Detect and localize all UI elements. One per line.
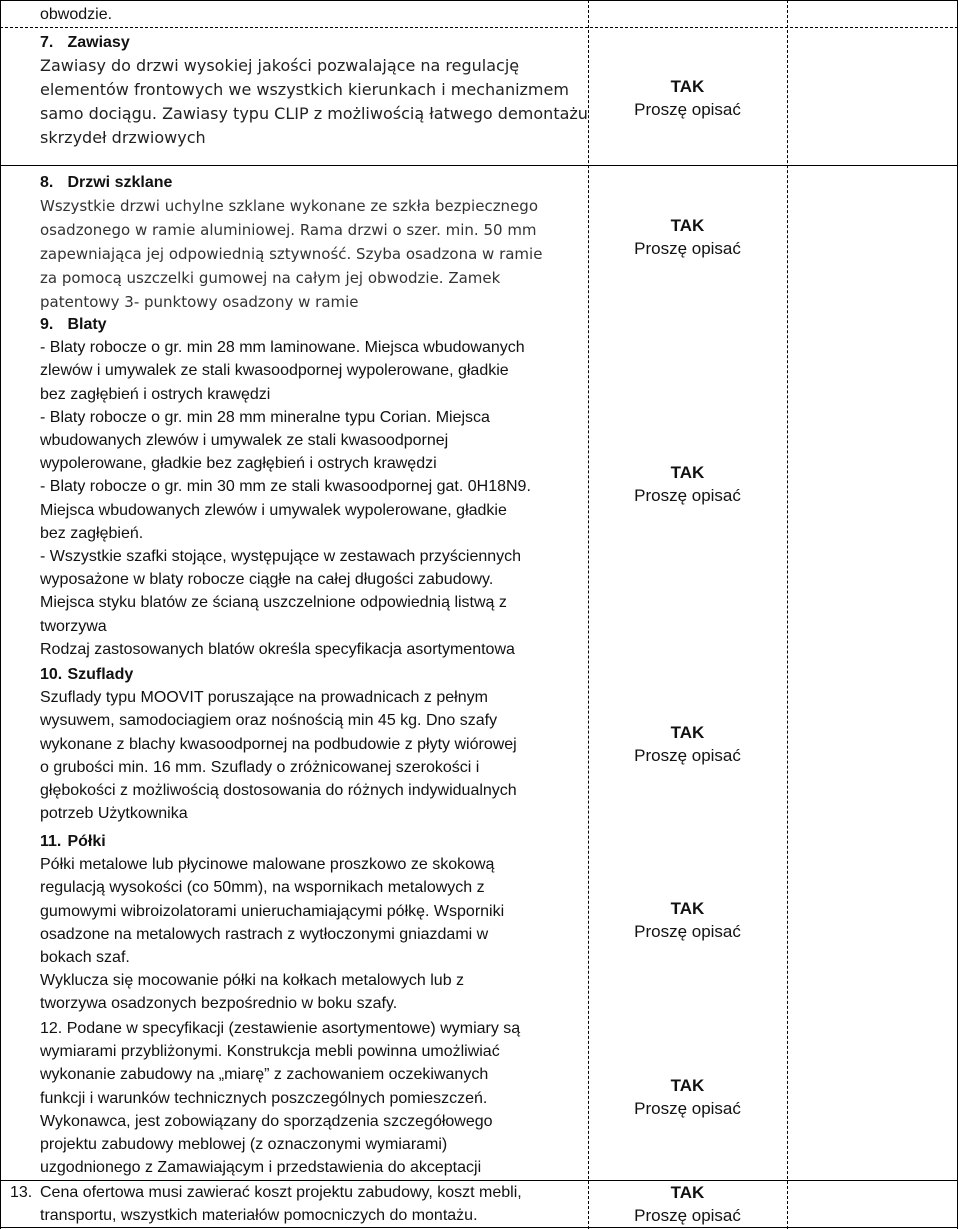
- body-line: osadzonego w ramie aluminiowej. Rama drzwi o szer. min. 50 mm: [40, 221, 537, 240]
- answer-value: TAK: [670, 899, 705, 918]
- table-right-border: [957, 0, 958, 1229]
- body-line: Miejsca styku blatów ze ścianą uszczelnione odpowiednią listwą z: [40, 594, 507, 612]
- body-line: funkcji i warunków technicznych poszczególnych pomieszczeń.: [40, 1089, 488, 1107]
- answer-value: TAK: [670, 216, 705, 235]
- section-number: 10.: [40, 666, 63, 683]
- section-title: Zawiasy: [67, 34, 130, 51]
- body-line: za pomocą uszczelki gumowej na całym jej obwodzie. Zamek: [40, 269, 501, 288]
- body-line: wymiarami przybliżonymi. Konstrukcja mebli powinna umożliwiać: [40, 1043, 500, 1061]
- body-line: o grubości min. 16 mm. Szuflady o zróżnicowanej szerokości i: [40, 758, 480, 776]
- body-line: projektu zabudowy meblowej (z oznaczonymi wymiarami): [40, 1136, 448, 1154]
- body-line: - Blaty robocze o gr. min 30 mm ze stali kwasoodpornej gat. 0H18N9.: [40, 478, 531, 496]
- section-number: 7.: [40, 34, 54, 51]
- section-number: 9.: [40, 316, 54, 333]
- body-line: - Blaty robocze o gr. min 28 mm mineralne typu Corian. Miejsca: [40, 408, 490, 426]
- body-line: wykonanie zabudowy na „miarę” z zachowaniem oczekiwanych: [40, 1066, 489, 1084]
- body-line: bokach szaf.: [40, 949, 130, 967]
- body-line: zlewów i umywalek ze stali kwasoodpornej wypolerowane, gładkie: [40, 362, 509, 380]
- section-9: [40, 313, 588, 661]
- body-line: regulacją wysokości (co 50mm), na wspornikach metalowych z: [40, 879, 485, 897]
- answer-value: TAK: [670, 463, 705, 482]
- body-line: bez zagłębień i ostrych krawędzi: [40, 385, 271, 403]
- section-title: Drzwi szklane: [67, 174, 173, 191]
- section-body: [40, 853, 588, 1015]
- body-line: wysuwem, samodociagiem oraz nośnością min 45 kg. Dno szafy: [40, 712, 498, 730]
- answer-note: Proszę opisać: [634, 746, 741, 765]
- section-number: 11.: [40, 833, 62, 850]
- answer-note: Proszę opisać: [634, 1099, 741, 1118]
- column-divider-2: [787, 0, 788, 1229]
- section-title: Szuflady: [67, 666, 134, 683]
- body-line: Wyklucza się mocowanie półki na kołkach metalowych lub z: [40, 972, 465, 990]
- body-line: tworzywa osadzonych bezpośrednio w boku szafy.: [40, 995, 398, 1013]
- body-line: wypolerowane, gładkie bez zagłębień i ostrych krawędzi: [40, 455, 437, 473]
- answer-note: Proszę opisać: [634, 922, 741, 941]
- answer-value: TAK: [670, 1183, 705, 1202]
- section-7: [40, 31, 588, 150]
- body-line: Miejsca wbudowanych zlewów i umywalek wypolerowane, gładkie: [40, 501, 507, 519]
- body-line: głębokości z możliwością dostosowania do różnych indywidualnych: [40, 782, 517, 800]
- body-line: Wykonawca, jest zobowiązany do sporządzenia szczegółowego: [40, 1112, 493, 1130]
- answer-cell-7: [595, 75, 780, 121]
- body-line: 12. Podane w specyfikacji (zestawienie asortymentowe) wymiary są: [40, 1020, 521, 1037]
- section-11: [40, 830, 588, 1016]
- answer-cell-13: [595, 1181, 780, 1227]
- answer-cell-11: [595, 897, 780, 943]
- body-line: transportu, wszystkich materiałów pomocniczych do montażu.: [40, 1207, 478, 1225]
- body-line: uzgodnionego z Zamawiającym i przedstawienia do akceptacji: [40, 1159, 482, 1177]
- answer-cell-9: [595, 461, 780, 507]
- section-12: [40, 1017, 588, 1179]
- section-title: Blaty: [67, 316, 107, 333]
- section-title: Półki: [67, 833, 106, 850]
- body-line: Rodzaj zastosowanych blatów określa specyfikacja asortymentowa: [40, 640, 515, 658]
- answer-value: TAK: [670, 723, 705, 742]
- answer-value: TAK: [670, 77, 705, 96]
- answer-note: Proszę opisać: [634, 1206, 741, 1225]
- body-line: wbudowanych zlewów i umywalek ze stali kwasoodpornej: [40, 432, 449, 450]
- section-body: Zawiasy do drzwi wysokiej jakości pozwalające na regulację elementów frontowych we wszystkich kierunkach i mechanizmem samo dociągu. Zawiasy typu CLIP z możliwością łatwego demontażu skrzydeł drzwiowych: [40, 56, 588, 148]
- section-number: 13.: [10, 1184, 33, 1201]
- body-line: patentowy 3- punktowy osadzony w ramie: [40, 293, 359, 312]
- body-line: - Blaty robocze o gr. min 28 mm laminowane. Miejsca wbudowanych: [40, 339, 525, 357]
- answer-cell-10: [595, 721, 780, 767]
- column-divider-1: [588, 0, 589, 1229]
- body-line: gumowymi wibroizolatorami unieruchamiającymi półkę. Wsporniki: [40, 902, 505, 920]
- body-line: Półki metalowe lub płycinowe malowane proszkowo ze skokową: [40, 856, 495, 874]
- section-8: [40, 171, 588, 314]
- answer-note: Proszę opisać: [634, 100, 741, 119]
- body-line: tworzywa: [40, 617, 107, 635]
- previous-row-fragment: obwodzie.: [40, 6, 113, 23]
- answer-note: Proszę opisać: [634, 486, 741, 505]
- body-line: potrzeb Użytkownika: [40, 805, 188, 823]
- section-body: [40, 336, 588, 661]
- answer-value: TAK: [670, 1076, 705, 1095]
- body-line: osadzone na metalowych rastrach z wytłoczonymi gniazdami w: [40, 925, 489, 943]
- table-left-border: [0, 0, 1, 1229]
- section-number: 8.: [40, 174, 54, 191]
- body-line: wyposażone w blaty robocze ciągłe na całej długości zabudowy.: [40, 571, 494, 589]
- row-divider: [0, 27, 958, 28]
- section-body: [40, 686, 588, 825]
- answer-cell-8: [595, 214, 780, 260]
- body-line: zapewniająca jej odpowiednią sztywność. Szyba osadzona w ramie: [40, 245, 543, 264]
- body-line: Szuflady typu MOOVIT poruszające na prowadnicach z pełnym: [40, 689, 488, 707]
- body-line: Wszystkie drzwi uchylne szklane wykonane ze szkła bezpiecznego: [40, 197, 538, 216]
- body-line: wykonane z blachy kwasoodpornej na podbudowie z płyty wiórowej: [40, 735, 517, 753]
- section-10: [40, 663, 588, 825]
- section-body: [40, 194, 588, 314]
- body-line: bez zagłębień.: [40, 524, 144, 542]
- section-13: [10, 1181, 32, 1204]
- table-top-border: [0, 0, 958, 1]
- answer-cell-12: [595, 1074, 780, 1120]
- body-line: Cena ofertowa musi zawierać koszt projektu zabudowy, koszt mebli,: [40, 1184, 522, 1201]
- section-13-body: [40, 1181, 588, 1227]
- answer-note: Proszę opisać: [634, 239, 741, 258]
- section-body: [40, 1017, 588, 1179]
- row-divider: [0, 165, 958, 166]
- body-line: - Wszystkie szafki stojące, występujące w zestawach przyściennych: [40, 548, 522, 566]
